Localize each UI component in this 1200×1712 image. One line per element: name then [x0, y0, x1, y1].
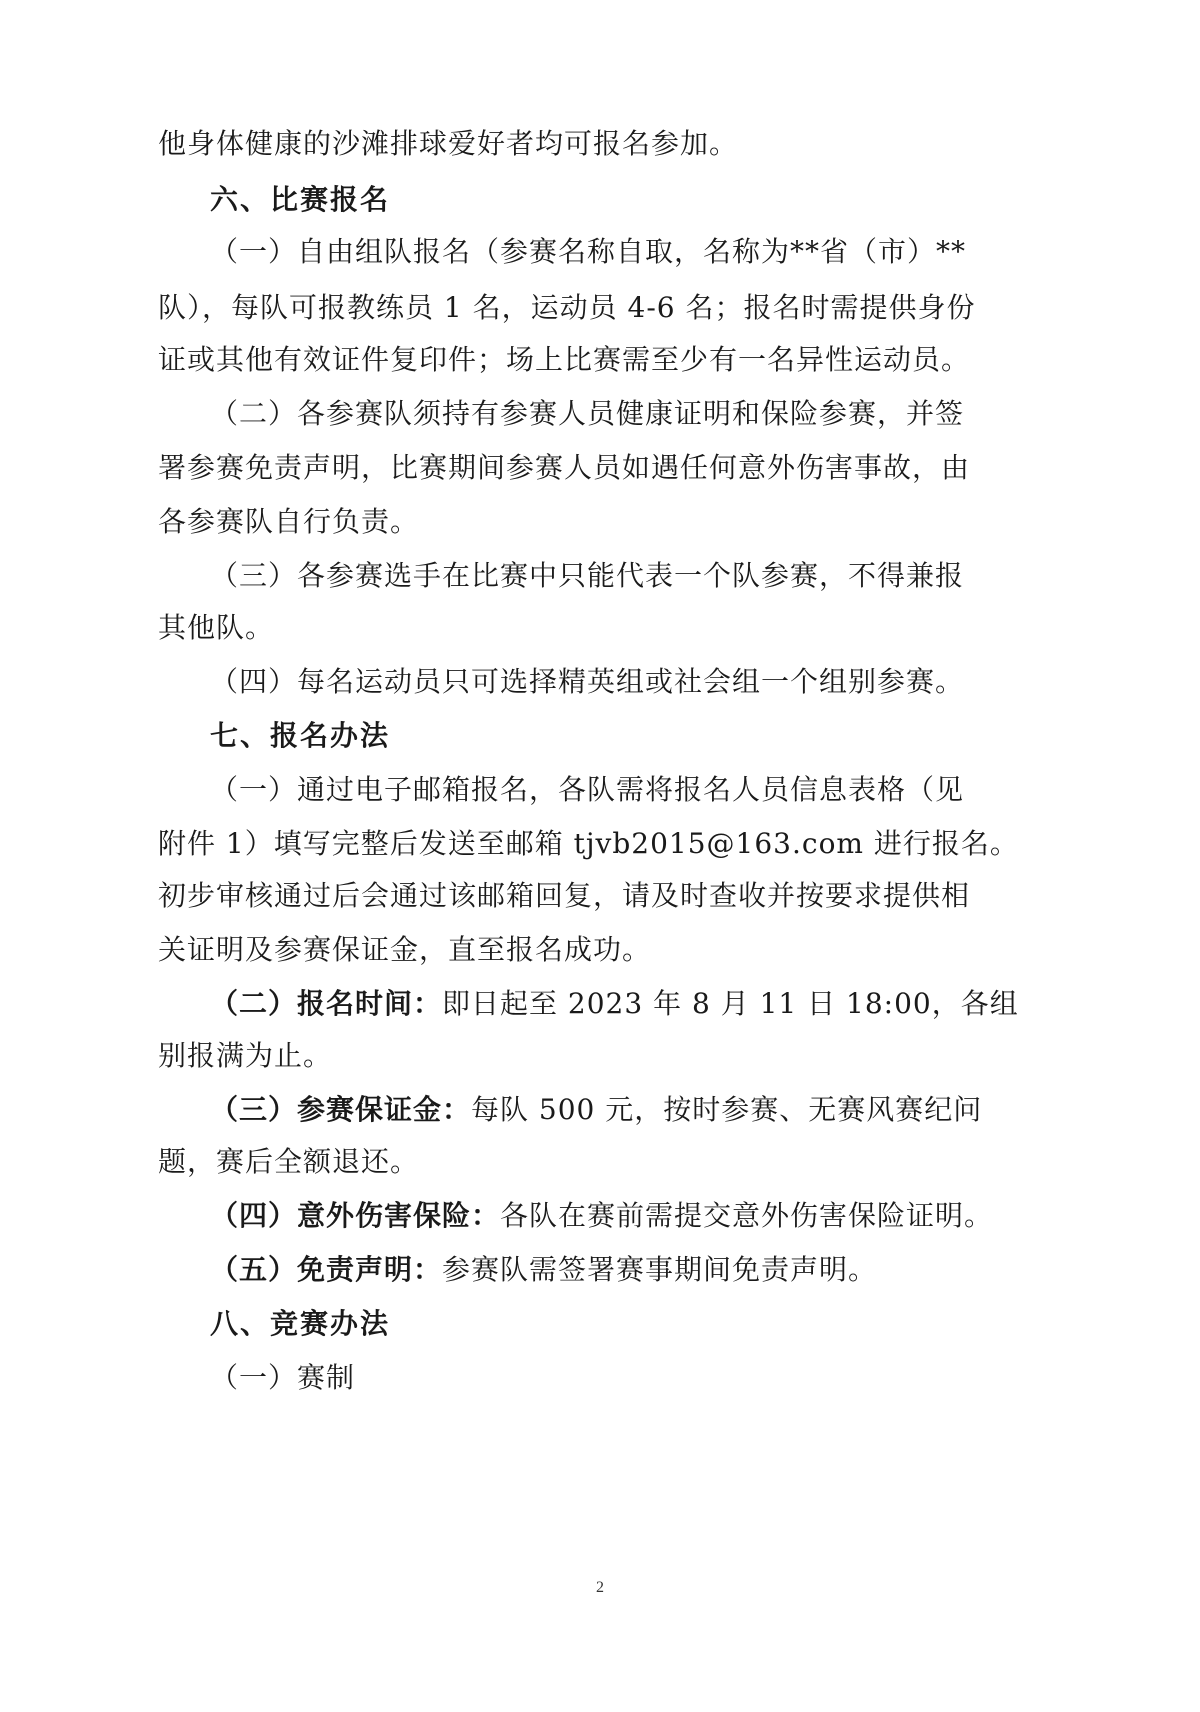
paragraph-line [210, 1090, 982, 1130]
section-heading-registration: 六、比赛报名 [210, 183, 391, 216]
paragraph-line: （二）各参赛队须持有参赛人员健康证明和保险参赛，并签 [210, 397, 965, 430]
paragraph-line: 证或其他有效证件复印件；场上比赛需至少有一名异性运动员。 [158, 343, 971, 376]
item-text: 每队 500 元，按时参赛、无赛风赛纪问 [471, 1093, 983, 1126]
paragraph-line: 题，赛后全额退还。 [158, 1145, 420, 1178]
item-label: （四）意外伤害保险： [210, 1199, 501, 1232]
item-text: 各队在赛前需提交意外伤害保险证明。 [500, 1199, 994, 1232]
paragraph-line: 别报满为止。 [158, 1039, 333, 1072]
paragraph-line: 他身体健康的沙滩排球爱好者均可报名参加。 [158, 127, 739, 160]
section-heading-registration-method: 七、报名办法 [210, 719, 391, 752]
paragraph-line [210, 1196, 993, 1236]
paragraph-line: 队），每队可报教练员 1 名，运动员 4-6 名；报名时需提供身份 [158, 291, 976, 324]
item-label: （五）免责声明： [210, 1253, 443, 1286]
paragraph-line: 其他队。 [158, 611, 275, 644]
paragraph-line: 初步审核通过后会通过该邮箱回复，请及时查收并按要求提供相 [158, 879, 971, 912]
item-label: （二）报名时间： [210, 987, 443, 1020]
paragraph-line: （一）赛制 [210, 1361, 356, 1394]
section-heading-competition-method: 八、竞赛办法 [210, 1307, 391, 1340]
item-text: 参赛队需签署赛事期间免责声明。 [442, 1253, 878, 1286]
paragraph-line: 附件 1）填写完整后发送至邮箱 tjvb2015@163.com 进行报名。 [158, 827, 1019, 860]
paragraph-line [210, 984, 1019, 1024]
paragraph-line [210, 1250, 877, 1290]
paragraph-line: 关证明及参赛保证金，直至报名成功。 [158, 933, 652, 966]
page-number: 2 [596, 1579, 604, 1596]
paragraph-line: （一）通过电子邮箱报名，各队需将报名人员信息表格（见 [210, 773, 965, 806]
item-text: 即日起至 2023 年 8 月 11 日 18:00，各组 [442, 987, 1019, 1020]
paragraph-line: 署参赛免责声明，比赛期间参赛人员如遇任何意外伤害事故，由 [158, 451, 971, 484]
paragraph-line: （三）各参赛选手在比赛中只能代表一个队参赛，不得兼报 [210, 559, 965, 592]
paragraph-line: 各参赛队自行负责。 [158, 505, 420, 538]
paragraph-line: （一）自由组队报名（参赛名称自取，名称为**省（市）** [210, 235, 967, 268]
paragraph-line: （四）每名运动员只可选择精英组或社会组一个组别参赛。 [210, 665, 965, 698]
item-label: （三）参赛保证金： [210, 1093, 472, 1126]
